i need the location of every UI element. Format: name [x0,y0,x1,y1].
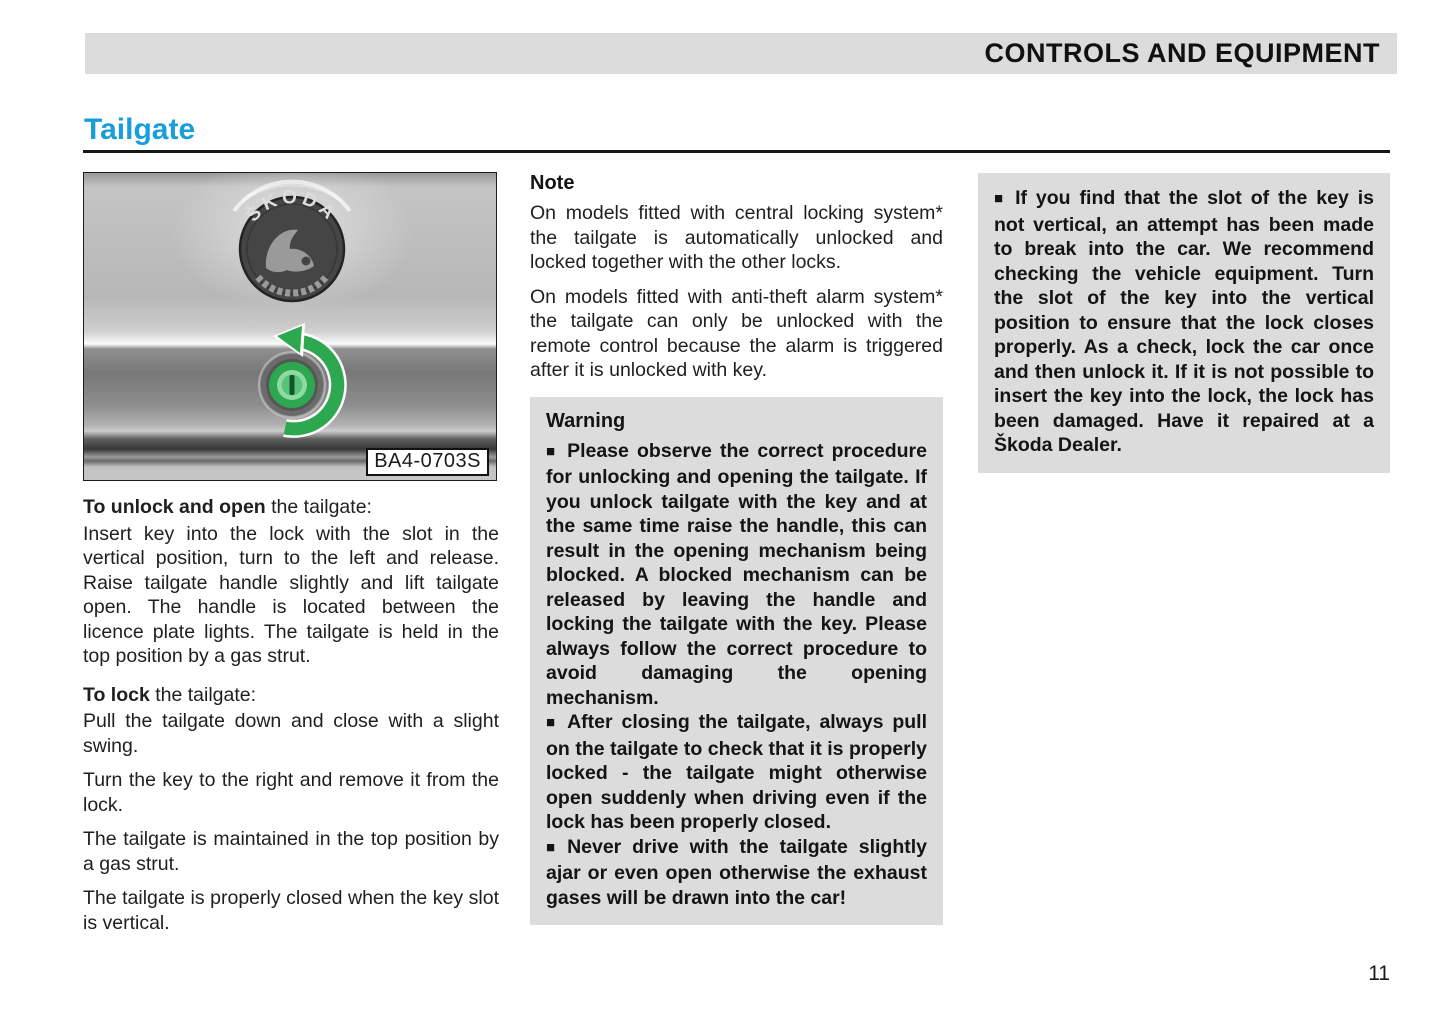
bullet-icon: ■ [546,442,556,460]
section-title: Tailgate [84,113,196,146]
right-column [978,172,1390,473]
middle-column [530,172,943,925]
warning-item-2: ■ After closing the tailgate, always pull on the tailgate to check that it is properly locked - the tailgate might otherwise open suddenly when driving even if the lock has been properly closed. [546,711,927,833]
note-heading: Note [530,172,575,194]
section-rule [83,150,1390,153]
key-slot-warning-item: ■ If you find that the slot of the key is not vertical, an attempt has been made to break into the car. We recommend checking the vehicle equipment. Turn the slot of the key into the vertical position to ensure that the lock closes properly. As a check, lock the car once and then unlock it. If it is not possible to insert the key into the lock, the lock has been damaged. Have it repaired at a Škoda Dealer. [994,187,1374,456]
lock-heading: To lock the tailgate: [83,683,257,706]
skoda-logo-icon [240,187,344,301]
warning-item-3: ■ Never drive with the tailgate slightly ajar or even open otherwise the exhaust gases will be drawn into the car! [546,835,927,909]
figure-code-label: BA4-0703S [366,448,489,476]
skoda-logo-text: ŠKODA [242,187,342,227]
page-number: 11 [1368,962,1390,985]
lock-cylinder [259,352,325,418]
tailgate-illustration [84,173,496,480]
lock-instruction-3: The tailgate is maintained in the top position by a gas strut. [83,828,499,875]
warning-heading: Warning [546,409,626,432]
tailgate-figure [83,172,497,481]
lock-instruction-4: The tailgate is properly closed when the key slot is vertical. [83,887,499,934]
header-title: CONTROLS AND EQUIPMENT [984,38,1380,68]
note-paragraph-1: On models fitted with central locking system* the tailgate is automatically unlocked and locked together with the other locks. [530,202,943,273]
page-header-bar [85,33,1397,74]
key-slot [290,375,295,395]
lock-instruction-1: Pull the tailgate down and close with a slight swing. [83,710,499,757]
bullet-icon: ■ [546,714,556,731]
left-column [83,172,499,945]
emblem-eye [302,257,311,266]
key-slot-warning-box [978,173,1390,473]
lock-instruction-2: Turn the key to the right and remove it from the lock. [83,769,499,816]
unlock-heading: To unlock and open the tailgate: [83,496,372,518]
bullet-icon: ■ [546,838,556,856]
note-paragraph-2: On models fitted with anti-theft alarm system* the tailgate can only be unlocked with the remote control because the alarm is triggered after it is unlocked with key. [530,285,943,381]
bullet-icon: ■ [994,190,1004,207]
warning-item-1: ■ Please observe the correct procedure for unlocking and opening the tailgate. If you unlock tailgate with the key and at the same time raise the handle, this can result in the opening mechanism being blocked. A blocked mechanism can be released by leaving the handle and locking the tailgate with the key. Please always follow the correct procedure to avoid damaging the opening mechanism. [546,439,927,709]
unlock-instructions: Insert key into the lock with the slot in the vertical position, turn to the left and release. Raise tailgate handle slightly and lift tailgate open. The handle is located between the licence plate lights. The tailgate is held in the top position by a gas strut. [83,522,499,667]
warning-box [530,397,943,926]
